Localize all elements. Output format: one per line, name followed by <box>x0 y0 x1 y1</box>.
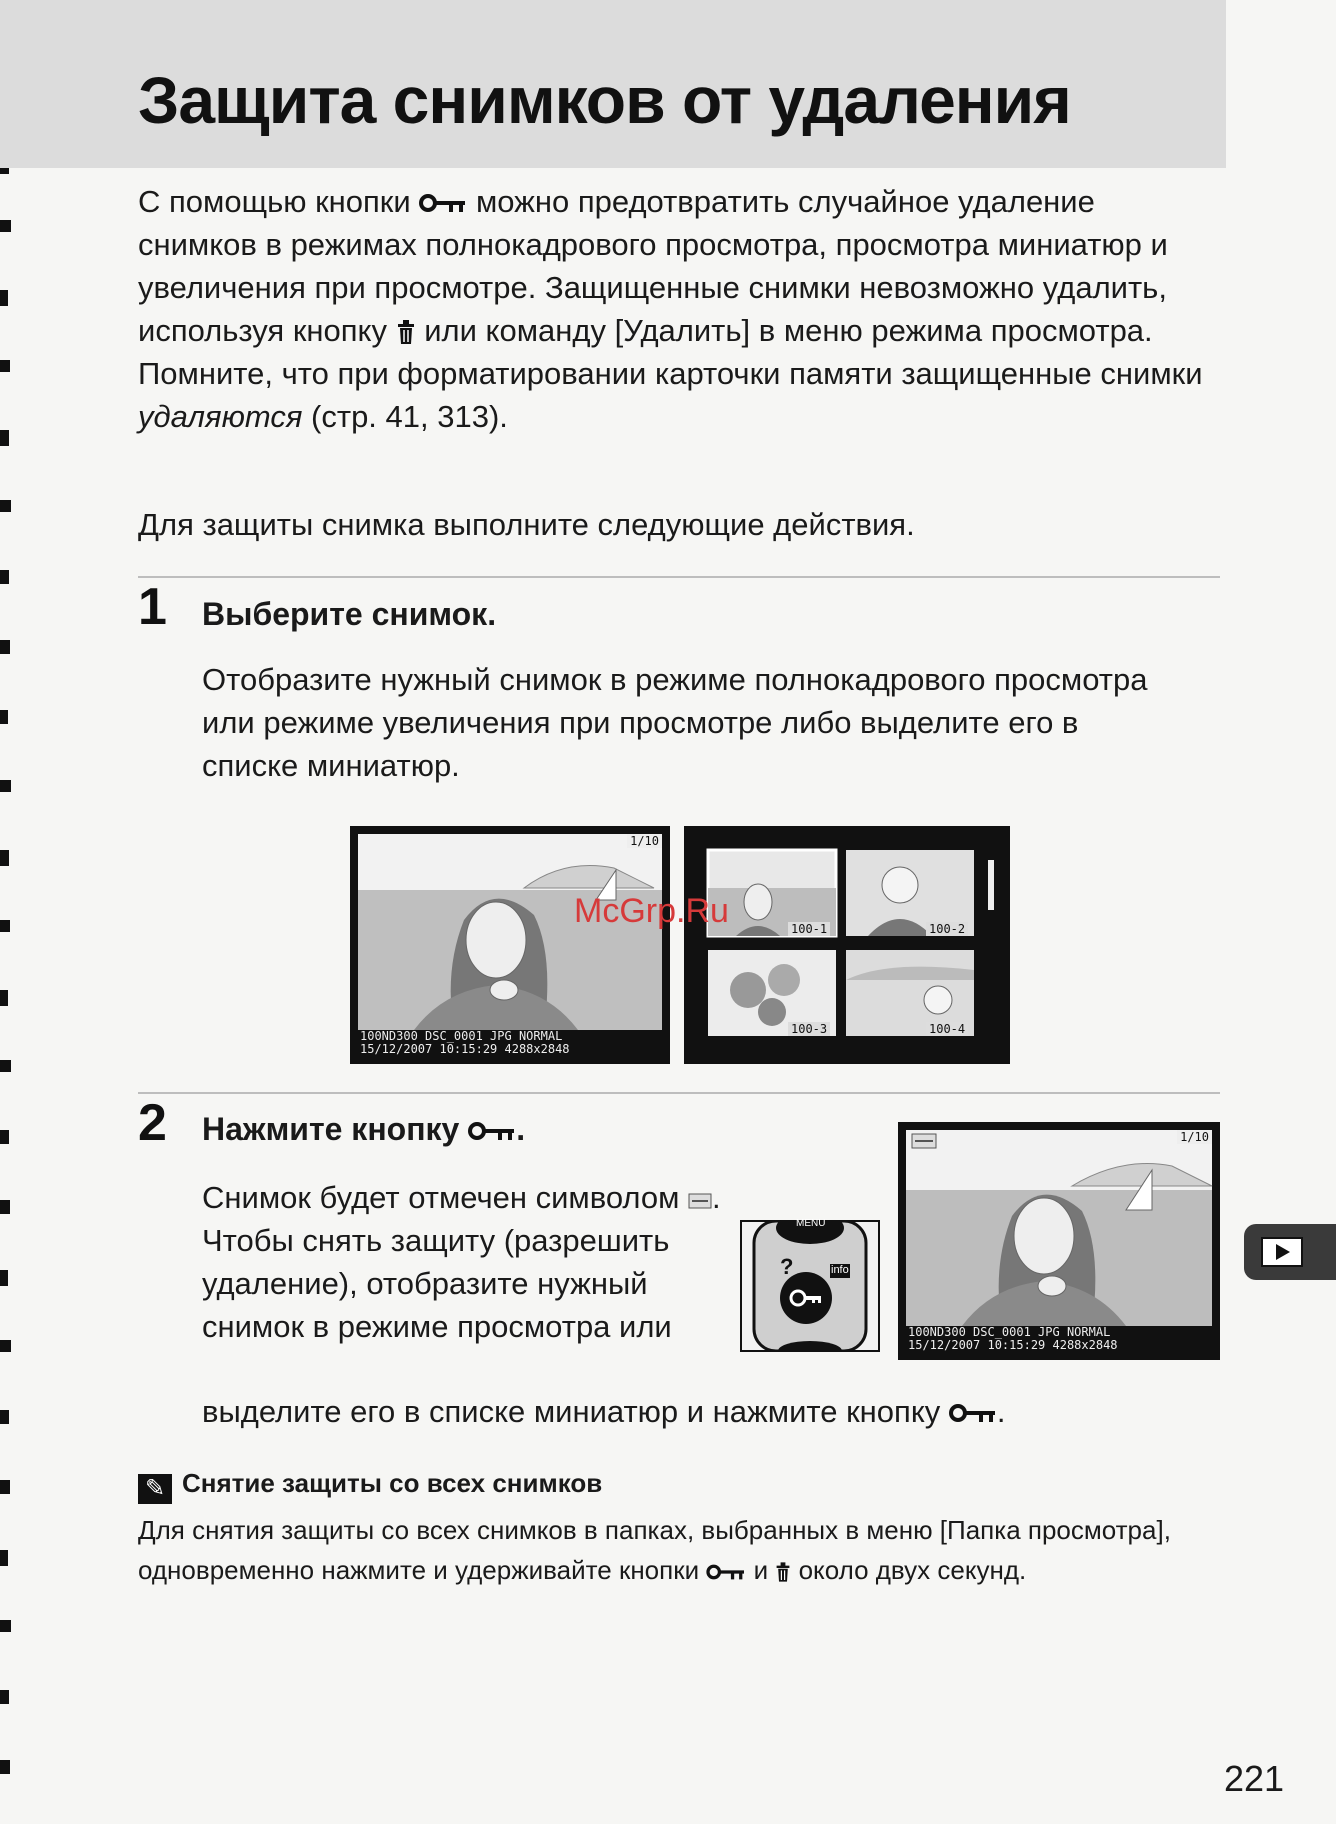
step-2-number: 2 <box>138 1094 167 1152</box>
intro-text-b: можно предотвратить случайное удаление снимков в режимах полнокадрового просмотра, просмотра миниатюр и увеличения при просмотре. Защищенные снимки невозможно удалить, используя кнопку <box>138 184 1168 348</box>
step-1-number: 1 <box>138 578 167 636</box>
page-title: Защита снимков от удаления <box>138 63 1071 137</box>
watermark: McGrp.Ru <box>574 892 729 930</box>
thumb-label-2: 100-2 <box>926 922 968 936</box>
playback-section-tab <box>1244 1224 1336 1280</box>
photo-info-line-2: 15/12/2007 10:15:29 4288x2848 <box>360 1042 570 1056</box>
step-2-text-c-end: . <box>996 1394 1006 1429</box>
info-button-label: info <box>831 1264 849 1276</box>
step-2-text-c: выделите его в списке миниатюр и нажмите кнопку <box>202 1394 941 1429</box>
protected-image-screen <box>898 1122 1220 1360</box>
note-text-a: Для снятия защиты со всех снимков в папках, выбранных в меню [Папка просмотра], одновременно нажмите и удерживайте кнопки <box>138 1515 1171 1585</box>
section-divider <box>138 576 1220 578</box>
help-button-label: ? <box>780 1254 794 1279</box>
intro-paragraph <box>138 180 1218 438</box>
playback-icon <box>1244 1224 1336 1280</box>
binding-edge <box>0 0 14 1824</box>
thumbnail-screen <box>684 826 1010 1064</box>
step-1-text: Отобразите нужный снимок в режиме полнокадрового просмотра или режиме увеличения при просмотре либо выделите его в списке миниатюр. <box>202 662 1148 783</box>
protected-marker-icon <box>688 1193 712 1209</box>
step-2-text-a: Снимок будет отмечен символом <box>202 1180 680 1215</box>
section-divider <box>138 1092 1220 1094</box>
pencil-note-icon: ✎ <box>138 1474 172 1504</box>
step-2-title-end: . <box>516 1111 526 1147</box>
thumb-label-4: 100-4 <box>926 1022 968 1036</box>
frame-counter: 1/10 <box>1177 1130 1212 1144</box>
trash-icon <box>775 1561 791 1583</box>
key-protect-icon <box>419 192 467 214</box>
key-protect-icon <box>949 1402 997 1424</box>
note-text-c: около двух секунд. <box>798 1555 1027 1585</box>
intro-text-d: (стр. 41, 313). <box>311 399 508 434</box>
portrait-photo <box>354 830 666 1060</box>
intro-text-a: С помощью кнопки <box>138 184 411 219</box>
photo-info-line-2: 15/12/2007 10:15:29 4288x2848 <box>908 1338 1118 1352</box>
intro-instruction: Для защиты снимка выполните следующие действия. <box>138 507 915 542</box>
thumb-label-3: 100-3 <box>788 1022 830 1036</box>
full-frame-screen <box>350 826 670 1064</box>
intro-text-c: или команду [Удалить] в меню режима просмотра. Помните, что при форматировании карточки памяти защищенные снимки <box>138 313 1203 391</box>
trash-icon <box>396 319 416 345</box>
note-heading <box>138 1468 602 1504</box>
camera-button-illustration <box>740 1220 880 1352</box>
note-text <box>138 1510 1228 1590</box>
note-heading-text: Снятие защиты со всех снимков <box>182 1468 603 1498</box>
photo-info-line-1: 100ND300 DSC_0001 JPG NORMAL <box>908 1325 1111 1339</box>
step-2-title <box>202 1111 525 1148</box>
frame-counter: 1/10 <box>627 834 662 848</box>
step-2-text <box>202 1176 722 1348</box>
key-protect-icon <box>706 1563 746 1581</box>
portrait-photo <box>902 1126 1216 1356</box>
step-2-text-b: . Чтобы снять защиту (разрешить удаление), отобразите нужный снимок в режиме просмотра или <box>202 1180 721 1344</box>
thumb-label-1: 100-1 <box>788 922 830 936</box>
intro-italic: удаляются <box>138 399 303 434</box>
key-protect-icon <box>468 1120 516 1142</box>
photo-info-line-1: 100ND300 DSC_0001 JPG NORMAL <box>360 1029 563 1043</box>
menu-button-label: MENU <box>796 1218 826 1229</box>
step-2-text-cont <box>202 1390 1162 1433</box>
step-1-title: Выберите снимок. <box>202 596 497 632</box>
note-text-b: и <box>753 1555 769 1585</box>
page-number: 221 <box>1224 1758 1285 1799</box>
step-2-title-text: Нажмите кнопку <box>202 1111 460 1147</box>
